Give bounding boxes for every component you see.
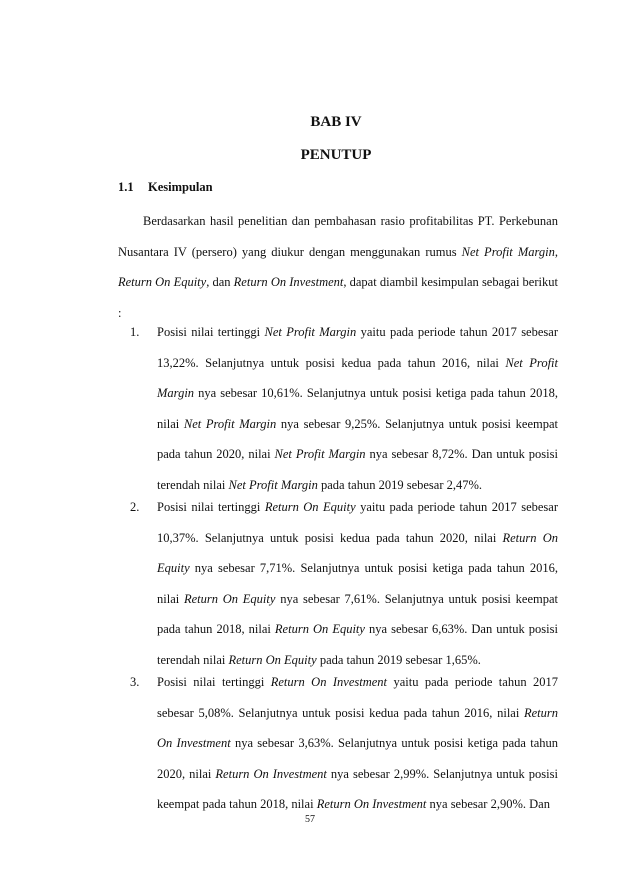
text-run: yaitu pada periode tahun 2017 sebesar 10,37%. Selanjutnya untuk posisi kedua pada tahun 2020, nilai — [157, 500, 558, 545]
list-item-number: 2. — [130, 500, 140, 514]
text-run: , dapat diambil kesimpulan sebagai berikut : — [118, 275, 558, 320]
text-run: , — [554, 244, 558, 259]
chapter-title: PENUTUP — [300, 147, 372, 163]
italic-term: Return On Equity — [157, 530, 558, 575]
text-run: nya sebesar 8,72%. Dan untuk posisi terendah nilai — [157, 447, 558, 492]
text-run: nya sebesar 3,63%. Selanjutnya untuk posisi ketiga pada tahun 2020, nilai — [157, 736, 558, 781]
italic-term: Return On Investment — [316, 797, 427, 811]
list-item-text — [157, 317, 558, 500]
italic-term: Net Profit Margin — [228, 477, 318, 492]
text-run: nya sebesar 7,61%. Selanjutnya untuk posisi keempat pada tahun 2018, nilai — [157, 591, 559, 636]
intro-paragraph — [118, 206, 558, 328]
italic-term: Net Profit Margin — [157, 355, 558, 400]
italic-term: Return On Equity — [118, 275, 207, 289]
text-run: nya sebesar 9,25%. Selanjutnya untuk posisi keempat pada tahun 2020, nilai — [157, 416, 558, 461]
text-run: nya sebesar 2,90%. Dan — [426, 797, 550, 811]
italic-term: Return On Investment — [233, 275, 344, 289]
italic-term: Net Profit Margin — [274, 447, 366, 461]
section-number: 1.1 — [118, 180, 134, 194]
page-number: 57 — [305, 814, 315, 825]
text-run: yaitu pada periode tahun 2017 sebesar 13,22%. Selanjutnya untuk posisi kedua pada tahun 2016, nilai — [157, 325, 558, 370]
section-title: Kesimpulan — [148, 180, 213, 194]
text-run: , dan — [206, 275, 234, 289]
italic-term: Return On Equity — [228, 652, 317, 667]
text-run: nya sebesar 10,61%. Selanjutnya untuk posisi ketiga pada tahun 2018, nilai — [157, 386, 558, 431]
list-item-number: 3. — [130, 675, 140, 689]
text-run: Posisi nilai tertinggi — [157, 325, 265, 339]
list-item-text — [157, 667, 558, 820]
italic-term: Return On Investment — [157, 705, 558, 750]
list-item-number: 1. — [130, 325, 140, 339]
italic-term: Return On Equity — [183, 591, 276, 606]
text-run: Posisi nilai tertinggi — [157, 675, 271, 689]
italic-term: Net Profit Margin — [183, 416, 277, 431]
text-run: yaitu pada periode tahun 2017 sebesar 5,08%. Selanjutnya untuk posisi kedua pada tahun 2016, nilai — [157, 675, 558, 720]
text-run: pada tahun 2019 sebesar 1,65%. — [316, 652, 481, 667]
italic-term: Net Profit Margin — [461, 244, 555, 259]
text-run: nya sebesar 7,71%. Selanjutnya untuk posisi ketiga pada tahun 2016, nilai — [157, 561, 558, 606]
text-run: Posisi nilai tertinggi — [157, 500, 265, 514]
list-item-text — [157, 492, 558, 675]
chapter-heading: BAB IV — [310, 114, 362, 130]
text-run: Berdasarkan hasil penelitian dan pembahasan rasio profitabilitas PT. Perkebunan Nusantara IV (persero) yang diukur dengan menggunakan rumus — [118, 214, 558, 259]
text-run: pada tahun 2019 sebesar 2,47%. — [317, 477, 483, 492]
text-run: nya sebesar 2,99%. Selanjutnya untuk posisi keempat pada tahun 2018, nilai — [157, 766, 558, 811]
italic-term: Return On Investment — [215, 766, 327, 781]
section-heading — [118, 180, 213, 195]
italic-term: Return On Investment — [270, 675, 388, 689]
italic-term: Net Profit Margin — [264, 325, 357, 339]
text-run: nya sebesar 6,63%. Dan untuk posisi terendah nilai — [157, 622, 558, 667]
italic-term: Return On Equity — [274, 622, 365, 636]
italic-term: Return On Equity — [264, 500, 356, 514]
